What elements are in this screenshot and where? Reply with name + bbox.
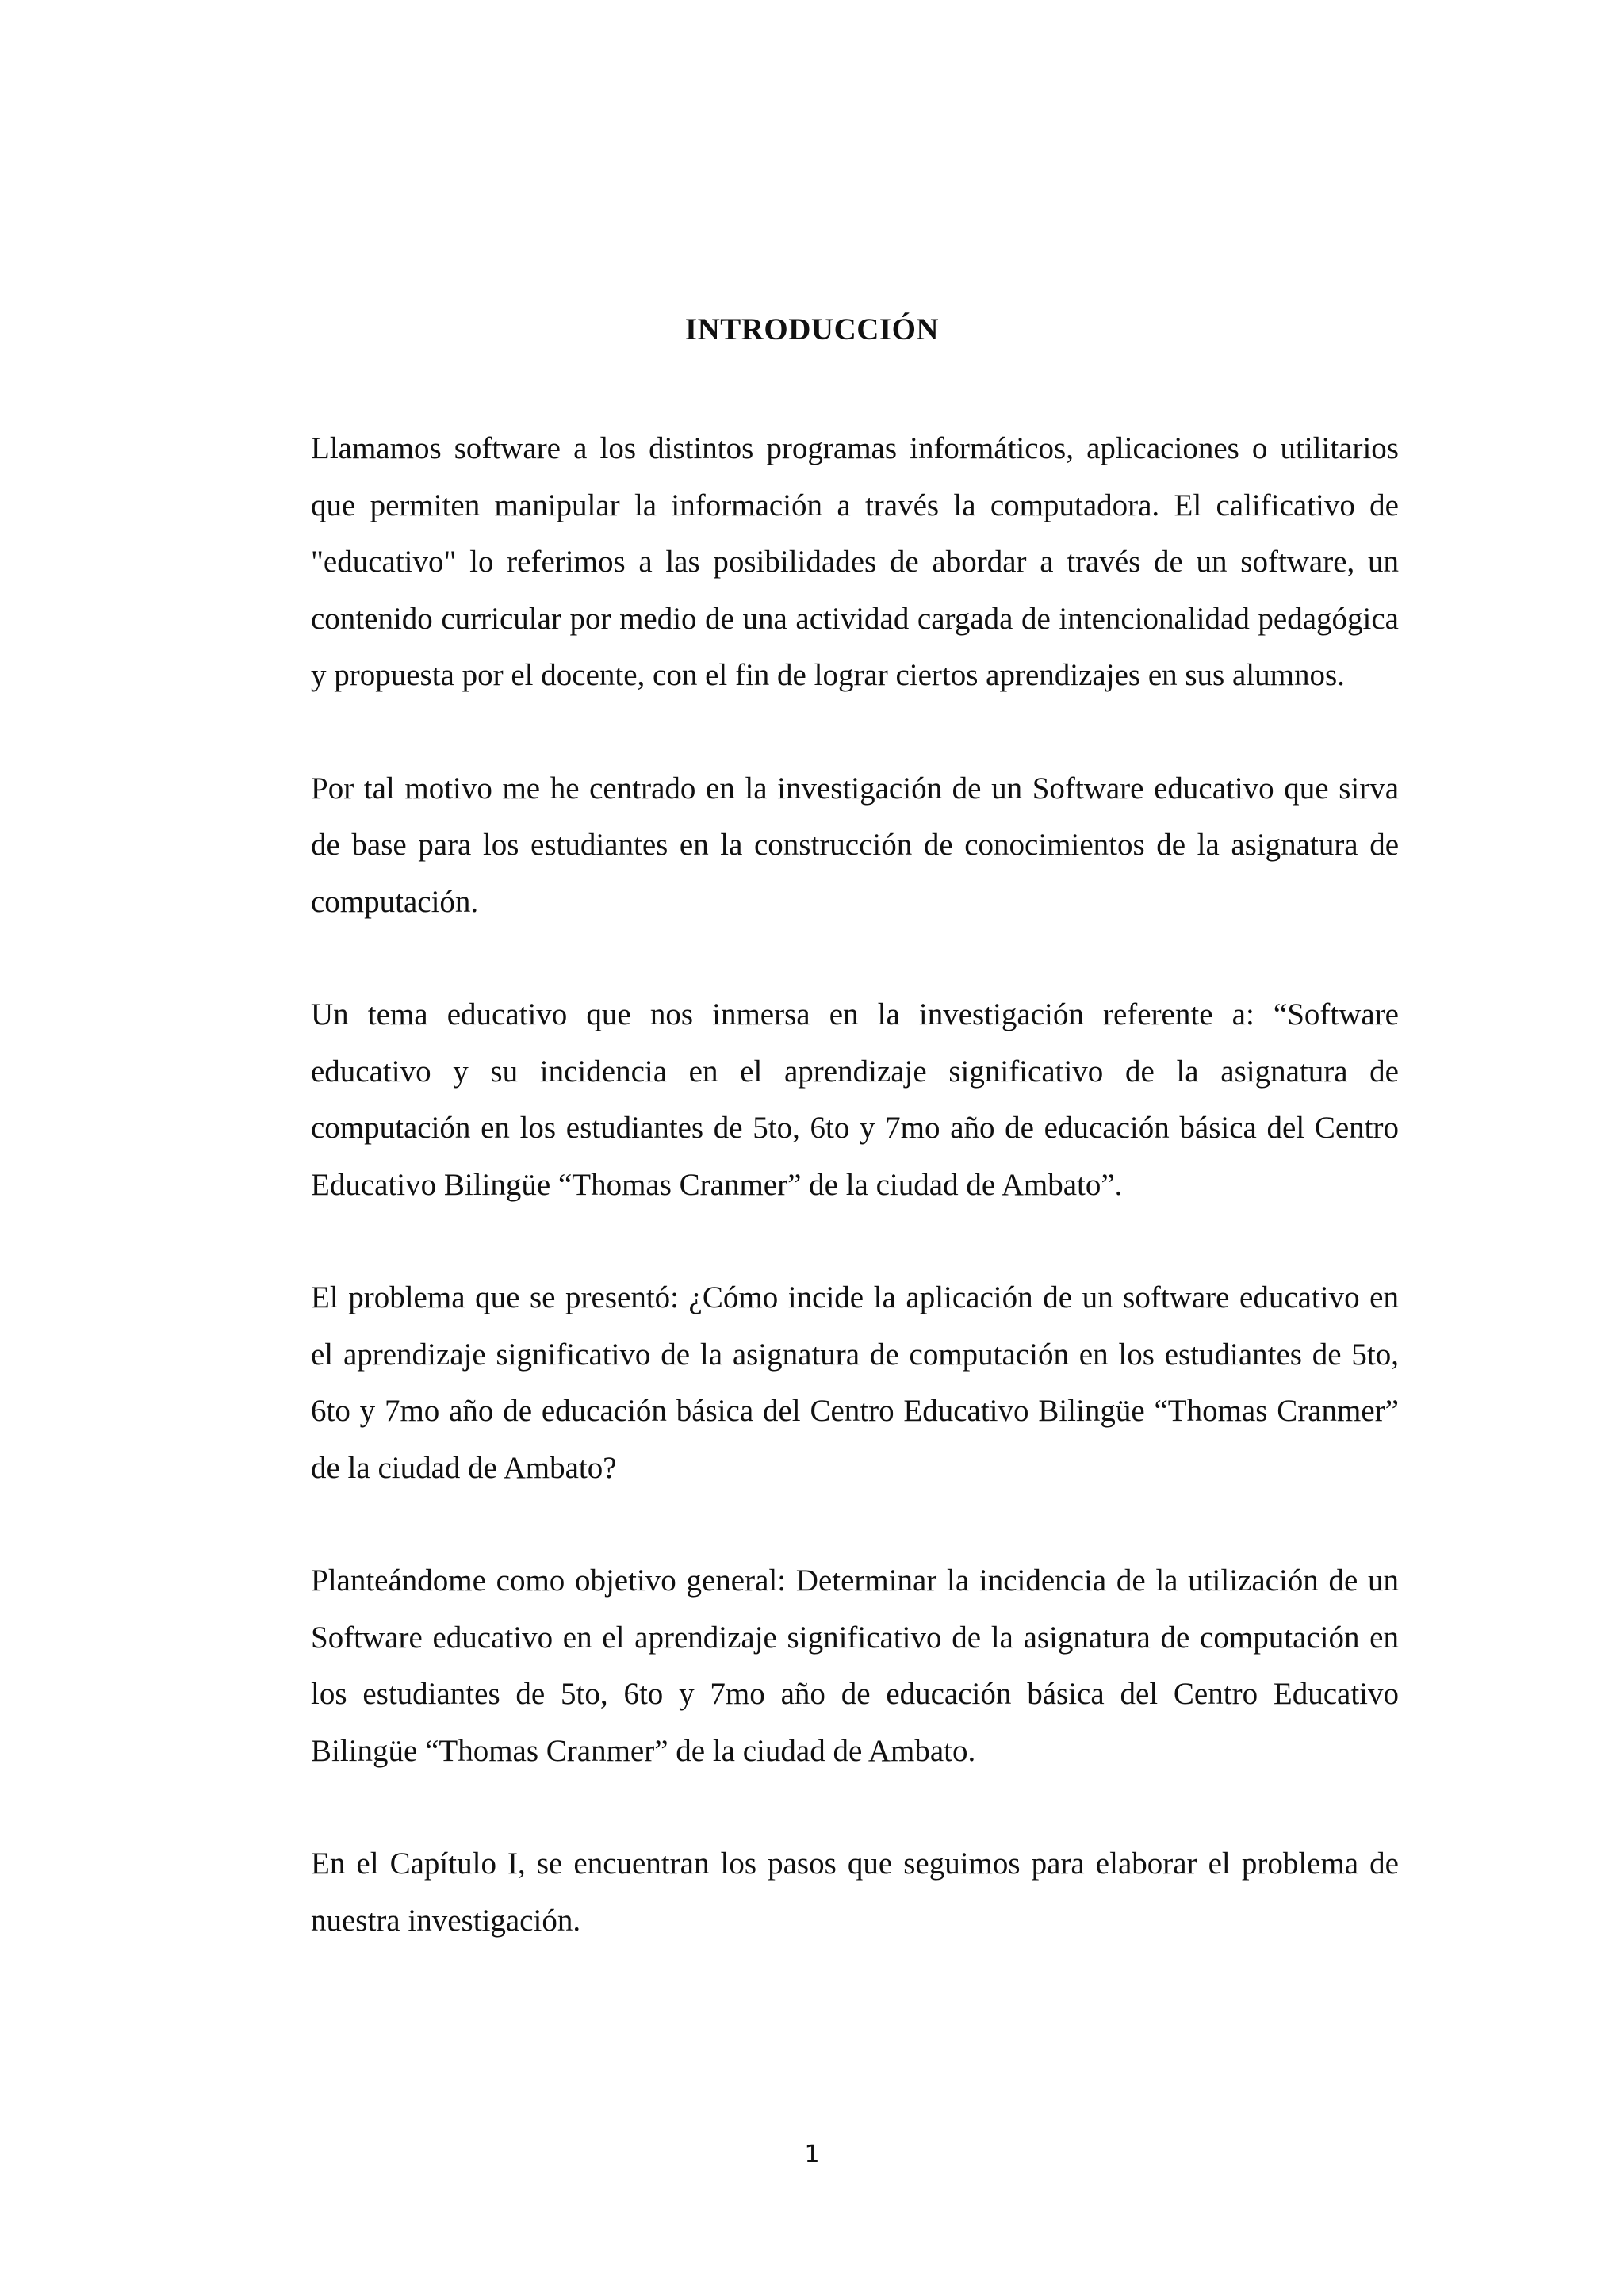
paragraph-4: El problema que se presentó: ¿Cómo incide la aplicación de un software educativo en el aprendizaje significativo de la asignatura de computación en los estudiantes de 5to, 6to y 7mo año de educación básica del Centro Educativo Bilingüe “Thomas Cranmer” de la ciudad de Ambato? — [311, 1280, 1399, 1485]
paragraph-5: Planteándome como objetivo general: Determinar la incidencia de la utilización de un Software educativo en el aprendizaje significativo de la asignatura de computación en los estudiantes de 5to, 6to y 7mo año de educación básica del Centro Educativo Bilingüe “Thomas Cranmer” de la ciudad de Ambato. — [311, 1563, 1399, 1768]
page-title: INTRODUCCIÓN — [684, 312, 940, 346]
paragraph-2: Por tal motivo me he centrado en la investigación de un Software educativo que sirva de base para los estudiantes en la construcción de conocimientos de la asignatura de computación. — [311, 771, 1399, 919]
paragraph-1: Llamamos software a los distintos programas informáticos, aplicaciones o utilitarios que permiten manipular la información a través la computadora. El calificativo de "educativo" lo referimos a las posibilidades de abordar a través de un software, un contenido curricular por medio de una actividad cargada de intencionalidad pedagógica y propuesta por el docente, con el fin de lograr ciertos aprendizajes en sus alumnos. — [311, 431, 1399, 692]
paragraph-6: En el Capítulo I, se encuentran los pasos que seguimos para elaborar el problema de nuestra investigación. — [311, 1846, 1399, 1938]
body-text — [311, 420, 1399, 2005]
page-number: 1 — [804, 2141, 820, 2168]
paragraph-3: Un tema educativo que nos inmersa en la investigación referente a: “Software educativo y su incidencia en el aprendizaje significativo de la asignatura de computación en los estudiantes de 5to, 6to y 7mo año de educación básica del Centro Educativo Bilingüe “Thomas Cranmer” de la ciudad de Ambato”. — [311, 997, 1399, 1202]
